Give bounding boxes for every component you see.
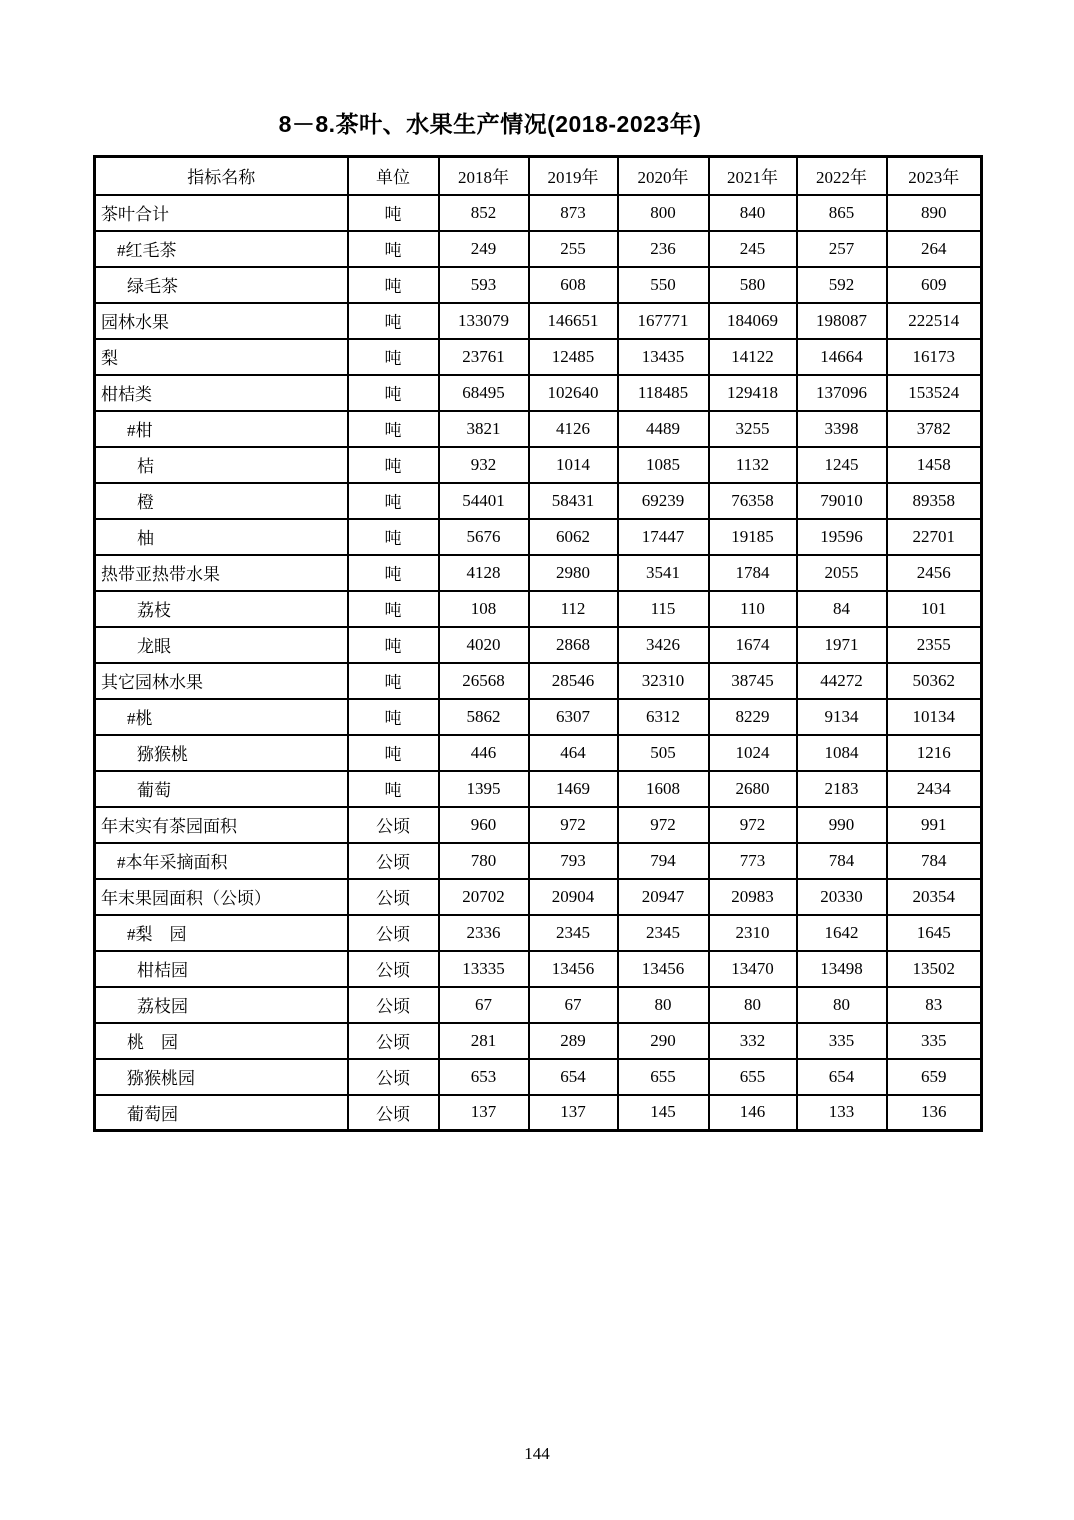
value-cell: 780 <box>439 843 529 879</box>
value-cell: 54401 <box>439 483 529 519</box>
table-row <box>95 1023 982 1059</box>
value-cell: 972 <box>618 807 709 843</box>
page-number: 144 <box>524 1444 550 1463</box>
value-cell: 257 <box>797 231 887 267</box>
row-label-cell: 梨 <box>95 339 348 375</box>
unit-cell: 吨 <box>348 231 439 267</box>
value-cell: 1132 <box>709 447 797 483</box>
column-header-3: 2019年 <box>529 157 618 195</box>
value-cell: 972 <box>529 807 618 843</box>
value-cell: 83 <box>887 987 982 1023</box>
table-header <box>95 157 982 195</box>
table-row <box>95 1095 982 1131</box>
page-title: 8－8.茶叶、水果生产情况(2018-2023年) <box>278 111 702 137</box>
column-header-6: 2022年 <box>797 157 887 195</box>
value-cell: 2183 <box>797 771 887 807</box>
table-row <box>95 339 982 375</box>
table-row <box>95 411 982 447</box>
row-label-cell: 桔 <box>95 447 348 483</box>
value-cell: 1024 <box>709 735 797 771</box>
value-cell: 9134 <box>797 699 887 735</box>
value-cell: 13456 <box>618 951 709 987</box>
value-cell: 6307 <box>529 699 618 735</box>
production-table <box>93 155 983 1132</box>
value-cell: 1608 <box>618 771 709 807</box>
value-cell: 184069 <box>709 303 797 339</box>
value-cell: 38745 <box>709 663 797 699</box>
value-cell: 1674 <box>709 627 797 663</box>
value-cell: 108 <box>439 591 529 627</box>
value-cell: 19596 <box>797 519 887 555</box>
value-cell: 1784 <box>709 555 797 591</box>
value-cell: 20354 <box>887 879 982 915</box>
table-row <box>95 375 982 411</box>
value-cell: 101 <box>887 591 982 627</box>
value-cell: 264 <box>887 231 982 267</box>
value-cell: 972 <box>709 807 797 843</box>
value-cell: 784 <box>797 843 887 879</box>
value-cell: 4128 <box>439 555 529 591</box>
value-cell: 14664 <box>797 339 887 375</box>
value-cell: 20983 <box>709 879 797 915</box>
row-label-cell: 柑桔类 <box>95 375 348 411</box>
row-label-cell: #红毛茶 <box>95 231 348 267</box>
unit-cell: 公顷 <box>348 987 439 1023</box>
row-label-cell: 茶叶合计 <box>95 195 348 231</box>
value-cell: 1085 <box>618 447 709 483</box>
table-row <box>95 951 982 987</box>
value-cell: 609 <box>887 267 982 303</box>
value-cell: 3398 <box>797 411 887 447</box>
row-label-cell: #本年采摘面积 <box>95 843 348 879</box>
value-cell: 17447 <box>618 519 709 555</box>
value-cell: 852 <box>439 195 529 231</box>
value-cell: 102640 <box>529 375 618 411</box>
value-cell: 6062 <box>529 519 618 555</box>
value-cell: 146 <box>709 1095 797 1131</box>
value-cell: 332 <box>709 1023 797 1059</box>
value-cell: 198087 <box>797 303 887 339</box>
value-cell: 5862 <box>439 699 529 735</box>
row-label-cell: 年末实有茶园面积 <box>95 807 348 843</box>
unit-cell: 吨 <box>348 771 439 807</box>
column-header-1: 单位 <box>348 157 439 195</box>
value-cell: 2980 <box>529 555 618 591</box>
value-cell: 249 <box>439 231 529 267</box>
value-cell: 2868 <box>529 627 618 663</box>
value-cell: 137 <box>529 1095 618 1131</box>
row-label-cell: 荔枝 <box>95 591 348 627</box>
value-cell: 129418 <box>709 375 797 411</box>
row-label-cell: 葡萄园 <box>95 1095 348 1131</box>
unit-cell: 吨 <box>348 555 439 591</box>
value-cell: 932 <box>439 447 529 483</box>
unit-cell: 吨 <box>348 375 439 411</box>
table-row <box>95 1059 982 1095</box>
value-cell: 136 <box>887 1095 982 1131</box>
value-cell: 991 <box>887 807 982 843</box>
table-row <box>95 879 982 915</box>
value-cell: 960 <box>439 807 529 843</box>
unit-cell: 吨 <box>348 411 439 447</box>
value-cell: 2345 <box>529 915 618 951</box>
value-cell: 2055 <box>797 555 887 591</box>
value-cell: 289 <box>529 1023 618 1059</box>
table-row <box>95 555 982 591</box>
unit-cell: 公顷 <box>348 915 439 951</box>
value-cell: 654 <box>797 1059 887 1095</box>
value-cell: 76358 <box>709 483 797 519</box>
table-row <box>95 915 982 951</box>
unit-cell: 公顷 <box>348 807 439 843</box>
unit-cell: 吨 <box>348 195 439 231</box>
table-row <box>95 699 982 735</box>
column-header-4: 2020年 <box>618 157 709 195</box>
row-label-cell: 猕猴桃园 <box>95 1059 348 1095</box>
value-cell: 236 <box>618 231 709 267</box>
value-cell: 255 <box>529 231 618 267</box>
value-cell: 12485 <box>529 339 618 375</box>
value-cell: 3821 <box>439 411 529 447</box>
value-cell: 1245 <box>797 447 887 483</box>
column-header-7: 2023年 <box>887 157 982 195</box>
unit-cell: 公顷 <box>348 1059 439 1095</box>
table-row <box>95 447 982 483</box>
value-cell: 2345 <box>618 915 709 951</box>
value-cell: 3782 <box>887 411 982 447</box>
value-cell: 44272 <box>797 663 887 699</box>
value-cell: 3541 <box>618 555 709 591</box>
table-row <box>95 735 982 771</box>
unit-cell: 公顷 <box>348 951 439 987</box>
value-cell: 145 <box>618 1095 709 1131</box>
value-cell: 20330 <box>797 879 887 915</box>
value-cell: 13470 <box>709 951 797 987</box>
value-cell: 20904 <box>529 879 618 915</box>
unit-cell: 吨 <box>348 735 439 771</box>
row-label-cell: #梨 园 <box>95 915 348 951</box>
value-cell: 13502 <box>887 951 982 987</box>
value-cell: 608 <box>529 267 618 303</box>
unit-cell: 吨 <box>348 699 439 735</box>
value-cell: 84 <box>797 591 887 627</box>
row-label-cell: 柑桔园 <box>95 951 348 987</box>
value-cell: 112 <box>529 591 618 627</box>
unit-cell: 公顷 <box>348 1095 439 1131</box>
value-cell: 4020 <box>439 627 529 663</box>
value-cell: 5676 <box>439 519 529 555</box>
value-cell: 1971 <box>797 627 887 663</box>
unit-cell: 公顷 <box>348 843 439 879</box>
value-cell: 593 <box>439 267 529 303</box>
value-cell: 659 <box>887 1059 982 1095</box>
value-cell: 20947 <box>618 879 709 915</box>
value-cell: 990 <box>797 807 887 843</box>
value-cell: 3426 <box>618 627 709 663</box>
row-label-cell: #柑 <box>95 411 348 447</box>
value-cell: 2310 <box>709 915 797 951</box>
value-cell: 840 <box>709 195 797 231</box>
table-row <box>95 231 982 267</box>
value-cell: 1216 <box>887 735 982 771</box>
value-cell: 67 <box>529 987 618 1023</box>
table-row <box>95 807 982 843</box>
value-cell: 1395 <box>439 771 529 807</box>
value-cell: 80 <box>797 987 887 1023</box>
row-label-cell: 荔枝园 <box>95 987 348 1023</box>
row-label-cell: 猕猴桃 <box>95 735 348 771</box>
value-cell: 2434 <box>887 771 982 807</box>
value-cell: 8229 <box>709 699 797 735</box>
row-label-cell: #桃 <box>95 699 348 735</box>
value-cell: 133 <box>797 1095 887 1131</box>
value-cell: 20702 <box>439 879 529 915</box>
value-cell: 19185 <box>709 519 797 555</box>
value-cell: 865 <box>797 195 887 231</box>
value-cell: 773 <box>709 843 797 879</box>
value-cell: 22701 <box>887 519 982 555</box>
value-cell: 1084 <box>797 735 887 771</box>
value-cell: 69239 <box>618 483 709 519</box>
value-cell: 32310 <box>618 663 709 699</box>
value-cell: 873 <box>529 195 618 231</box>
value-cell: 1469 <box>529 771 618 807</box>
value-cell: 6312 <box>618 699 709 735</box>
value-cell: 28546 <box>529 663 618 699</box>
value-cell: 4489 <box>618 411 709 447</box>
value-cell: 14122 <box>709 339 797 375</box>
value-cell: 890 <box>887 195 982 231</box>
value-cell: 290 <box>618 1023 709 1059</box>
value-cell: 222514 <box>887 303 982 339</box>
row-label-cell: 年末果园面积（公顷） <box>95 879 348 915</box>
column-header-0: 指标名称 <box>95 157 348 195</box>
value-cell: 16173 <box>887 339 982 375</box>
value-cell: 80 <box>709 987 797 1023</box>
row-label-cell: 其它园林水果 <box>95 663 348 699</box>
unit-cell: 吨 <box>348 663 439 699</box>
value-cell: 505 <box>618 735 709 771</box>
table-row <box>95 267 982 303</box>
value-cell: 446 <box>439 735 529 771</box>
header-row <box>95 157 982 195</box>
value-cell: 89358 <box>887 483 982 519</box>
table-row <box>95 519 982 555</box>
value-cell: 592 <box>797 267 887 303</box>
unit-cell: 吨 <box>348 339 439 375</box>
unit-cell: 公顷 <box>348 1023 439 1059</box>
value-cell: 654 <box>529 1059 618 1095</box>
value-cell: 137096 <box>797 375 887 411</box>
value-cell: 13335 <box>439 951 529 987</box>
value-cell: 13456 <box>529 951 618 987</box>
table-row <box>95 483 982 519</box>
value-cell: 1458 <box>887 447 982 483</box>
row-label-cell: 柚 <box>95 519 348 555</box>
unit-cell: 吨 <box>348 447 439 483</box>
value-cell: 23761 <box>439 339 529 375</box>
unit-cell: 吨 <box>348 303 439 339</box>
table-row <box>95 591 982 627</box>
unit-cell: 吨 <box>348 591 439 627</box>
value-cell: 335 <box>887 1023 982 1059</box>
value-cell: 110 <box>709 591 797 627</box>
value-cell: 4126 <box>529 411 618 447</box>
row-label-cell: 葡萄 <box>95 771 348 807</box>
table-row <box>95 987 982 1023</box>
value-cell: 137 <box>439 1095 529 1131</box>
value-cell: 2336 <box>439 915 529 951</box>
value-cell: 68495 <box>439 375 529 411</box>
value-cell: 793 <box>529 843 618 879</box>
value-cell: 281 <box>439 1023 529 1059</box>
value-cell: 118485 <box>618 375 709 411</box>
value-cell: 2355 <box>887 627 982 663</box>
value-cell: 464 <box>529 735 618 771</box>
unit-cell: 吨 <box>348 267 439 303</box>
value-cell: 50362 <box>887 663 982 699</box>
row-label-cell: 热带亚热带水果 <box>95 555 348 591</box>
value-cell: 2456 <box>887 555 982 591</box>
table-row <box>95 771 982 807</box>
value-cell: 115 <box>618 591 709 627</box>
value-cell: 26568 <box>439 663 529 699</box>
value-cell: 1642 <box>797 915 887 951</box>
table-row <box>95 663 982 699</box>
row-label-cell: 龙眼 <box>95 627 348 663</box>
value-cell: 133079 <box>439 303 529 339</box>
row-label-cell: 橙 <box>95 483 348 519</box>
value-cell: 655 <box>709 1059 797 1095</box>
column-header-5: 2021年 <box>709 157 797 195</box>
row-label-cell: 桃 园 <box>95 1023 348 1059</box>
table-row <box>95 843 982 879</box>
value-cell: 1014 <box>529 447 618 483</box>
value-cell: 10134 <box>887 699 982 735</box>
value-cell: 80 <box>618 987 709 1023</box>
value-cell: 3255 <box>709 411 797 447</box>
value-cell: 335 <box>797 1023 887 1059</box>
unit-cell: 吨 <box>348 519 439 555</box>
value-cell: 800 <box>618 195 709 231</box>
table-row <box>95 303 982 339</box>
value-cell: 67 <box>439 987 529 1023</box>
value-cell: 13435 <box>618 339 709 375</box>
value-cell: 79010 <box>797 483 887 519</box>
unit-cell: 吨 <box>348 627 439 663</box>
value-cell: 153524 <box>887 375 982 411</box>
value-cell: 245 <box>709 231 797 267</box>
value-cell: 146651 <box>529 303 618 339</box>
value-cell: 58431 <box>529 483 618 519</box>
row-label-cell: 绿毛茶 <box>95 267 348 303</box>
value-cell: 550 <box>618 267 709 303</box>
unit-cell: 公顷 <box>348 879 439 915</box>
value-cell: 13498 <box>797 951 887 987</box>
row-label-cell: 园林水果 <box>95 303 348 339</box>
value-cell: 655 <box>618 1059 709 1095</box>
value-cell: 784 <box>887 843 982 879</box>
value-cell: 167771 <box>618 303 709 339</box>
unit-cell: 吨 <box>348 483 439 519</box>
value-cell: 2680 <box>709 771 797 807</box>
value-cell: 653 <box>439 1059 529 1095</box>
value-cell: 1645 <box>887 915 982 951</box>
column-header-2: 2018年 <box>439 157 529 195</box>
table-row <box>95 195 982 231</box>
value-cell: 794 <box>618 843 709 879</box>
table-row <box>95 627 982 663</box>
value-cell: 580 <box>709 267 797 303</box>
